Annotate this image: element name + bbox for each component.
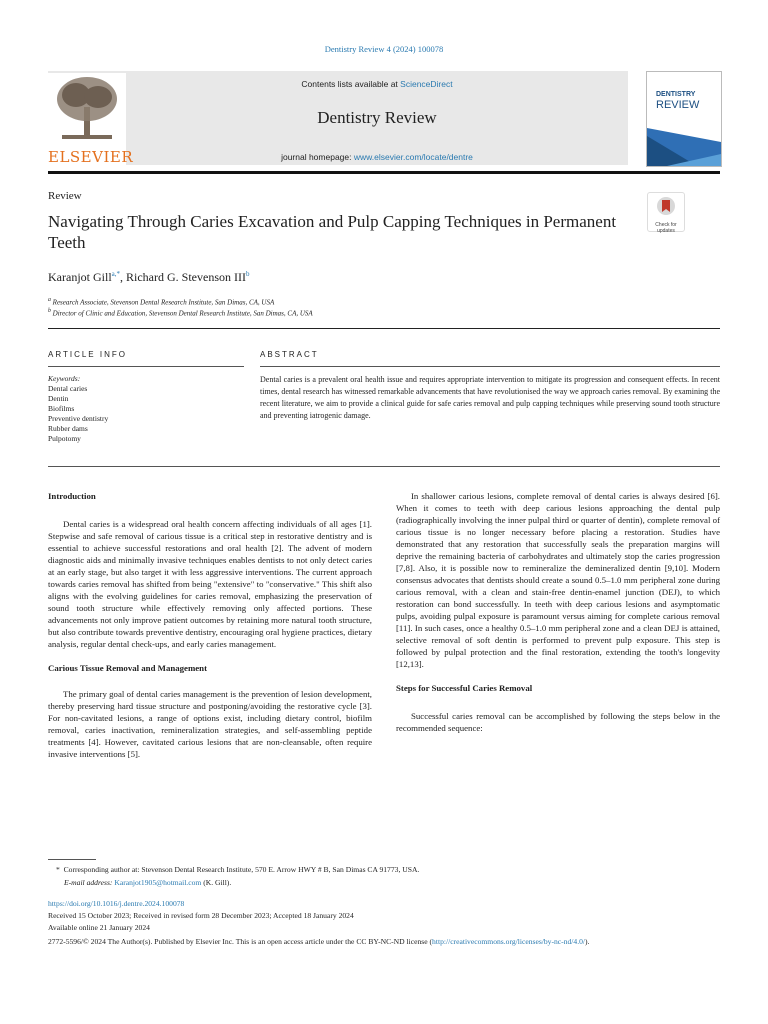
affiliation-mark: b: [48, 308, 51, 314]
license-prefix: 2772-5596/© 2024 The Author(s). Published by Elsevier Inc. This is an open access article under the CC BY-NC-ND license (: [48, 937, 433, 946]
affiliation: [48, 297, 274, 306]
steps-heading: Steps for Successful Caries Removal: [396, 683, 533, 693]
carious-removal-paragraph: The primary goal of dental caries management is the prevention of lesion development, thereby preserving hard tissue structure and postponing/avoiding the restorative cycle [3]. For non-cavitated lesions, a range of options exist, including dietary control, biofilm removal, caries inactivation, remineralization strategies, and self-assembling peptide treatments [4]. However, cavitated carious lesions that are non-cleansable, often require invasive interventions [5].: [48, 689, 372, 759]
steps-paragraph: Successful caries removal can be accomplished by following the steps below in the recommended sequence:: [396, 711, 720, 733]
contents-prefix: Contents lists available at: [301, 79, 401, 89]
received-dates: Received 15 October 2023; Received in revised form 28 December 2023; Accepted 18 January 2024: [48, 911, 354, 920]
header-divider: [48, 171, 720, 174]
cover-line-1: DENTISTRY: [656, 91, 696, 98]
abstract-heading: ABSTRACT: [260, 350, 319, 359]
journal-cover[interactable]: [646, 71, 722, 167]
article-info-heading: ARTICLE INFO: [48, 350, 127, 359]
author-name[interactable]: Karanjot Gill: [48, 270, 112, 284]
elsevier-wordmark: ELSEVIER: [48, 148, 134, 166]
author-sup[interactable]: a,*: [111, 270, 121, 278]
article-info-divider: [48, 366, 244, 367]
journal-title: Dentistry Review: [317, 108, 437, 127]
right-column: [396, 490, 720, 734]
keyword-item: Biofilms: [48, 404, 75, 413]
doi-link[interactable]: https://doi.org/10.1016/j.dentre.2024.100078: [48, 899, 185, 908]
article-type: Review: [48, 190, 82, 202]
cover-line-2: REVIEW: [656, 99, 700, 111]
affiliation: [48, 308, 313, 317]
affiliation-text: Director of Clinic and Education, Stevenson Dental Research Institute, San Dimas, CA, USA: [52, 309, 313, 318]
keyword-item: Dentin: [48, 394, 69, 403]
carious-removal-heading: Carious Tissue Removal and Management: [48, 663, 208, 673]
keyword-item: Dental caries: [48, 384, 88, 393]
bookmark-icon: [656, 196, 676, 218]
license-link[interactable]: http://creativecommons.org/licenses/by-nc-nd/4.0/: [432, 937, 586, 946]
corresponding-text: Corresponding author at: Stevenson Dental Research Institute, 570 E. Arrow HWY # B, San Dimas CA 91773, USA.: [63, 865, 420, 874]
keyword-item: Preventive dentistry: [48, 414, 109, 423]
affiliation-mark: a: [48, 297, 51, 303]
homepage-link[interactable]: www.elsevier.com/locate/dentre: [353, 152, 473, 162]
left-column: [48, 490, 372, 760]
available-online: Available online 21 January 2024: [48, 923, 150, 932]
keywords-block: [48, 374, 108, 444]
contents-line: [130, 79, 624, 89]
title-divider: [48, 328, 720, 329]
author-name[interactable]: Richard G. Stevenson III: [126, 270, 246, 284]
authors-line: Karanjot Gill$^{a,*}$, Richard G. Stevenson III$^b$: [48, 270, 250, 284]
license-end: ).: [585, 937, 590, 946]
cover-title: [656, 90, 699, 110]
asterisk-mark: *: [56, 865, 64, 874]
badge-label: Check for updates: [655, 222, 677, 234]
footnote-divider: [48, 859, 96, 860]
intro-paragraph: Dental caries is a widespread oral health concern affecting individuals of all ages [1]. Stepwise and safe removal of carious tissue is a critical step in restorative dentistry and is essential to achieve successful restorations and oral health [2]. The advent of modern diagnostic aids and minimally invasive techniques enables dentists to not only detect caries at an early stage, but also target it with less aggressive interventions. The current approach towards caries removal has shifted from being "extensive" to "conservative." This shift also aligns with the evolving guidelines for caries removal, emphasizing the preservation of sound tooth structure while effectively removing only affected portions. These advancements not only improve patient outcomes by retaining more natural tooth structure, but also contribute towards preventive dentistry, encouraging oral hygiene practices, dietary analysis, regular dental check-ups, and early caries management.: [48, 519, 372, 649]
abstract-bottom-divider: [48, 466, 720, 467]
abstract-text: Dental caries is a prevalent oral health issue and requires appropriate intervention to mitigate its progression and consequent effects. In recent times, dental research has witnessed remarkable advancements that have revolutionised the way we approach caries removal. By examining the recent literature, we aim to provide a clinical guide for safe caries removal and pulp capping techniques while preserving sound tooth structure and preventing iatrogenic damage.: [260, 375, 720, 420]
author-sup[interactable]: b: [246, 270, 250, 278]
abstract-divider: [260, 366, 720, 367]
paper-title: Navigating Through Caries Excavation and Pulp Capping Techniques in Permanent Teeth: [48, 212, 617, 252]
email-label: E-mail address:: [64, 878, 113, 887]
check-for-updates-badge[interactable]: [647, 192, 685, 232]
keywords-label: Keywords:: [48, 374, 81, 383]
homepage-line: [130, 152, 624, 162]
introduction-heading: Introduction: [48, 491, 96, 501]
corresponding-footnote: [56, 864, 419, 875]
keyword-item: Pulpotomy: [48, 434, 81, 443]
affiliation-text: Research Associate, Stevenson Dental Research Institute, San Dimas, CA, USA: [52, 298, 275, 307]
license-text: [48, 936, 720, 947]
email-suffix: (K. Gill).: [203, 878, 232, 887]
email-footnote: [64, 877, 231, 888]
email-link[interactable]: Karanjot1905@hotmail.com: [114, 878, 202, 887]
sciencedirect-link[interactable]: ScienceDirect: [400, 79, 453, 89]
shallow-lesions-paragraph: In shallower carious lesions, complete removal of dental caries is always desired [6]. When it comes to teeth with deep carious lesions approaching the dental pulp (radiographically involving the inner pulpal third or quarter of dentin), complete removal of carious tissue is no longer necessary before placing a restoration. Studies have demonstrated that any restoration that successfully seals the preparation margins will deprive the remaining bacteria of carbohydrates and ultimately stop the caries progression [7,8]. Also, it is possible now to remineralize the demineralized dentin [9,10]. Modern consensus advocates that dentists should create a sound 0.5–1.0 mm peripheral zone during carious removal, with a clean and stain-free dentin-enamel junction (DEJ), to which restoration can bond successfully. In teeth with deep carious lesions and asymptomatic pulps, avoiding pulpal exposure is paramount versus aiming for complete carious removal [11]. In such cases, once a healthy 0.5–1.0 mm peripheral zone and a clean DEJ is attained, selective removal of soft dentin is performed to prevent pulp exposure. This step is followed by pulpal protection and the final restoration, extending the tooth's longevity [12,13].: [396, 491, 720, 669]
keyword-item: Rubber dams: [48, 424, 88, 433]
journal-citation[interactable]: Dentistry Review 4 (2024) 100078: [324, 44, 444, 54]
homepage-prefix: journal homepage:: [281, 152, 354, 162]
